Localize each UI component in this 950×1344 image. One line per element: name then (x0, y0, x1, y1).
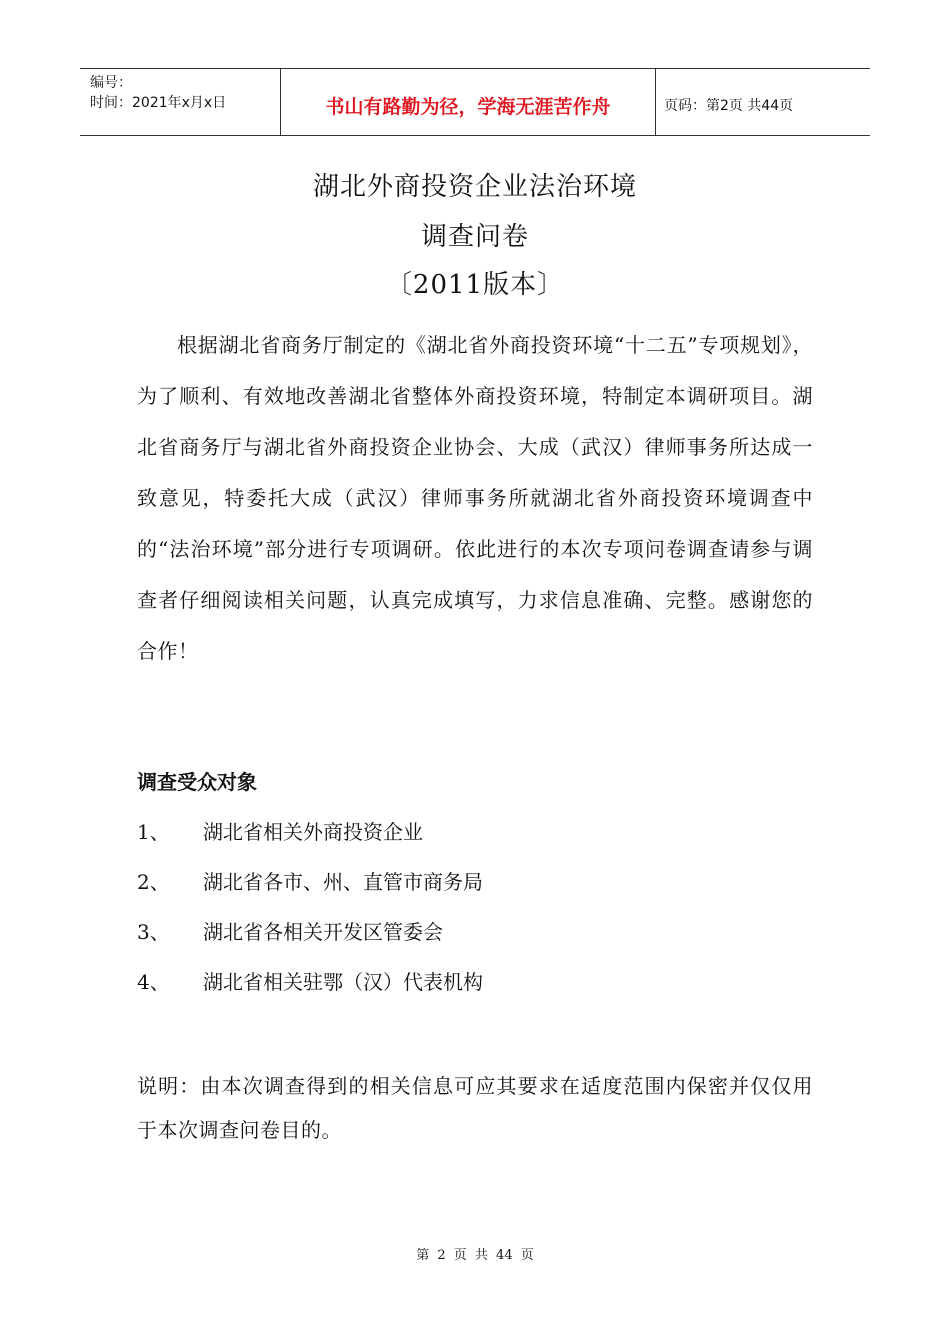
list-item-text: 湖北省相关外商投资企业 (203, 820, 423, 844)
list-item (137, 817, 483, 867)
list-item (137, 967, 483, 1017)
list-item-number: 1、 (137, 820, 170, 844)
audience-list (137, 817, 483, 1017)
document-version: 〔2011版本〕 (385, 270, 565, 300)
list-item-number: 3、 (137, 920, 170, 944)
header-motto: 书山有路勤为径，学海无涯苦作舟 (281, 69, 656, 135)
intro-paragraph: 根据湖北省商务厅制定的《湖北省外商投资环境“十二五”专项规划》，为了顺利、有效地改善湖北省整体外商投资环境，特制定本调研项目。湖北省商务厅与湖北省外商投资企业协会、大成（武汉）律师事务所达成一致意见，特委托大成（武汉）律师事务所就湖北省外商投资环境调查中的“法治环境”部分进行专项调研。依此进行的本次专项问卷调查请参与调查者仔细阅读相关问题，认真完成填写，力求信息准确、完整。感谢您的合作！ (137, 333, 813, 663)
list-item-text: 湖北省相关驻鄂（汉）代表机构 (203, 970, 483, 994)
list-item-text: 湖北省各相关开发区管委会 (203, 920, 443, 944)
header-page-info: 页码：第2页 共44页 (664, 98, 794, 114)
document-title-line-1: 湖北外商投资企业法治环境 (312, 172, 637, 202)
date-label: 时间：2021年x月x日 (90, 95, 227, 111)
list-item-number: 2、 (137, 870, 170, 894)
list-item (137, 867, 483, 917)
list-item (137, 917, 483, 967)
page-header-table (80, 68, 870, 136)
serial-number-label: 编号： (90, 75, 132, 91)
list-item-number: 4、 (137, 970, 170, 994)
list-item-text: 湖北省各市、州、直管市商务局 (203, 870, 483, 894)
header-meta-cell (80, 69, 281, 135)
page-footer: 第 2 页 共 44 页 (416, 1248, 534, 1263)
note-paragraph: 说明：由本次调查得到的相关信息可应其要求在适度范围内保密并仅仅用于本次调查问卷目的。 (137, 1074, 813, 1142)
audience-heading: 调查受众对象 (137, 770, 257, 794)
document-title-line-2: 调查问卷 (420, 222, 529, 252)
